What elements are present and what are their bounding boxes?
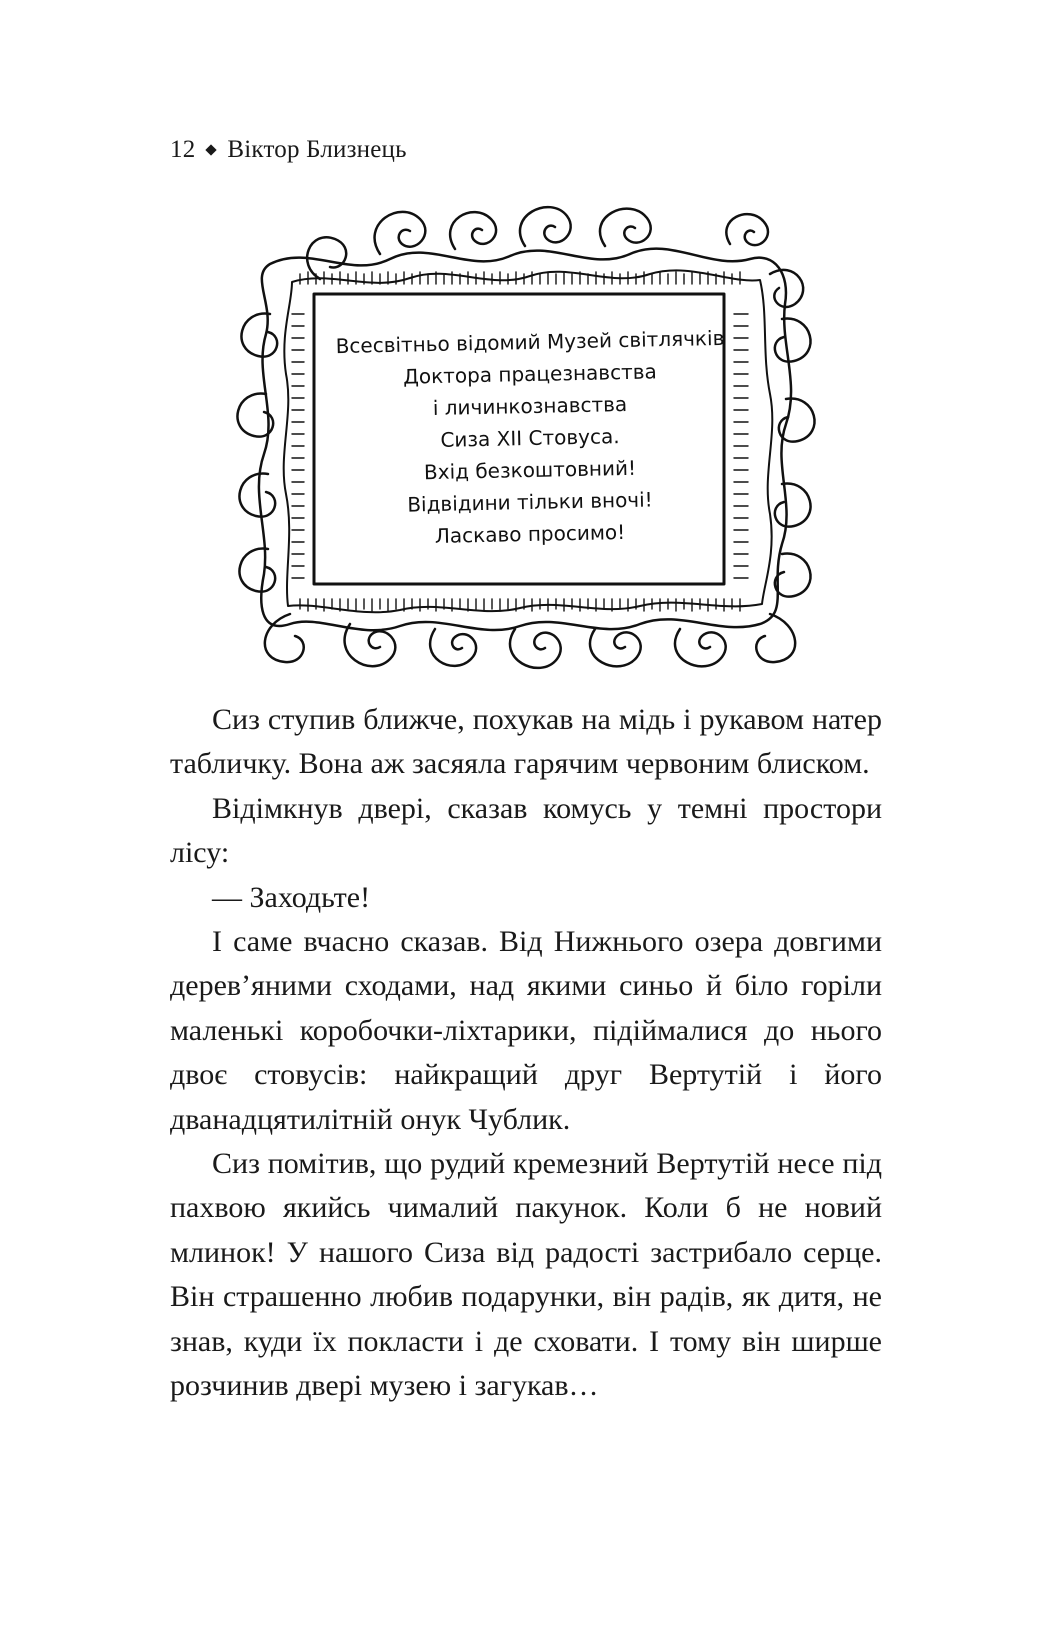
paragraph: Сиз помітив, що рудий кремезний Вертутій несе під пахвою якийсь чималий пакунок. Коли б не новий млинок! У нашого Сиза від радості застрибало серце. Він страшенно любив подарунки, він радів, як дитя, не знав, куди їх покласти і де сховати. І тому він ширше розчинив двері музею і загукав… — [170, 1147, 882, 1403]
sign-line: Сиза XII Стовуса. — [440, 424, 620, 452]
author-name: Віктор Близнець — [227, 136, 407, 163]
diamond-ornament-icon — [206, 144, 217, 155]
paragraph: Сиз ступив ближче, похукав на мідь і рукавом натер табличку. Вона аж засяяла гарячим червоним блиском. — [170, 703, 882, 781]
sign-line: і личинкознавства — [432, 391, 628, 421]
running-head — [170, 136, 407, 164]
paragraph: Відімкнув двері, сказав комусь у темні простори лісу: — [170, 791, 882, 870]
page-number: 12 — [170, 136, 196, 163]
sign-line: Відвідини тільки вночі! — [407, 487, 653, 517]
sign-line: Всесвітньо відомий Музей світлячків — [335, 325, 725, 359]
sign-line: Доктора працезнавства — [403, 359, 657, 389]
body-text — [170, 698, 882, 1409]
sign-text — [330, 326, 730, 550]
paragraph: І саме вчасно сказав. Від Нижнього озера довгими дерев’яними сходами, над якими синьо й біло горіли маленькі коробочки-ліхтарики, підіймалися до нього двоє стовусів: найкращий друг Вертутій і його дванадцятилітній онук Чублик. — [170, 925, 882, 1136]
sign-line: Вхід безкоштовний! — [423, 455, 637, 485]
paragraph: — Заходьте! — [212, 880, 371, 914]
sign-line: Ласкаво просимо! — [434, 520, 626, 548]
